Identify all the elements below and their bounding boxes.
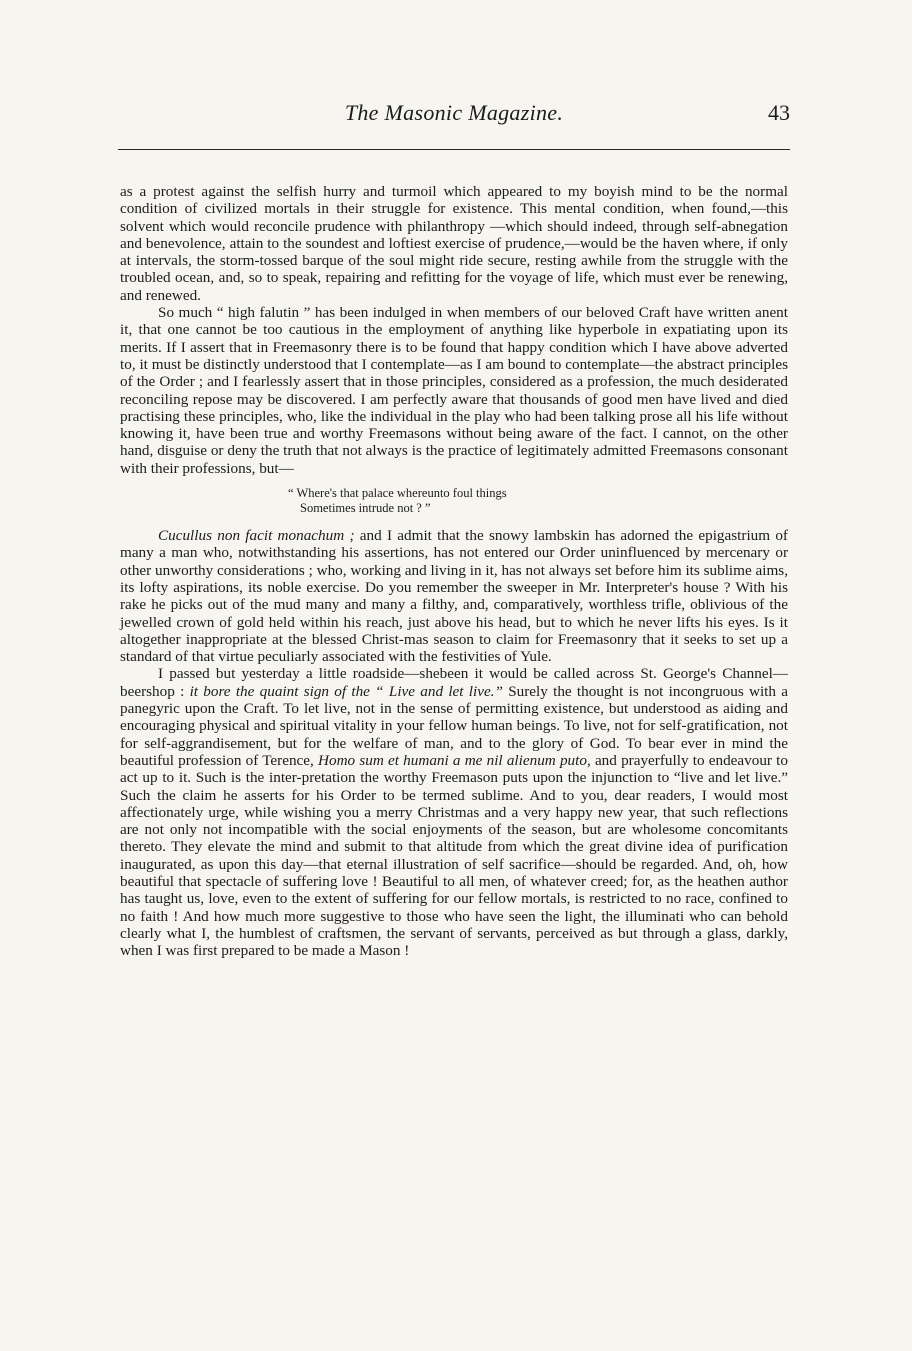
paragraph-2: So much “ high falutin ” has been indulged in when members of our beloved Craft have written anent it, that one cannot be too cautious in the employment of anything like hyperbole in expatiating upon its merits. If I assert that in Freemasonry there is to be found that happy condition which I have above adverted to, it must be distinctly understood that I contemplate—as I am bound to contemplate—the abstract principles of the Order ; and I fearlessly assert that in those principles, considered as a profession, the much desiderated reconciling repose may be discovered. I am perfectly aware that thousands of good men have lived and died practising these principles, who, like the individual in the play who had been talking prose all his life without knowing it, have been true and worthy Freemasons without being aware of the fact. I cannot, on the other hand, disguise or deny the truth that not always is the practice of legitimately admitted Freemasons consonant with their professions, but— bbox=[120, 304, 788, 477]
page-number: 43 bbox=[768, 100, 790, 125]
quote-line-1: “ Where's that palace whereunto foul things bbox=[288, 486, 507, 501]
verse-quote bbox=[288, 486, 788, 516]
paragraph-4-italic-sign: it bore the quaint sign of the “ Live and let live.” bbox=[189, 682, 503, 700]
paragraph-4-part-a: I passed but yesterday a little roadside—shebeen it would be called across St. George's Channel—beershop : bbox=[120, 665, 788, 700]
paragraph-3-text: and I admit that the snowy lambskin has adorned the epigastrium of many a man who, notwithstanding his assertions, has not entered our Order uninfluenced by mercenary or other unworthy considerations ; who, working and living in it, has not always set before him its sublime aims, its lofty aspirations, its noble exercise. Do you remember the sweeper in Mr. Interpreter's house ? With his rake he picks out of the mud many and many a filthy, and, comparatively, worthless trifle, oblivious of the jewelled crown of gold held within his reach, just above his head, but to which he never lifts his eyes. Is it altogether inappropriate at the blessed Christ-mas season to claim for Freemasonry that it seeks to set up a standard of that virtue peculiarly associated with the festivities of Yule. bbox=[120, 527, 788, 666]
paragraph-4-part-c: and prayerfully to endeavour to act up to it. Such is the inter-pretation the worthy Freemason puts upon the injunction to “live and let live.” Such the claim he asserts for his Order to be termed sublime. And to you, dear readers, I would most affectionately urge, while wishing you a merry Christmas and a very happy new year, that such reflections are not only not incompatible with the social enjoyments of the season, but are wholesome concomitants thereto. They elevate the mind and submit to that altitude from which the great divine idea of purification inaugurated, as upon this day—that eternal illustration of self sacrifice—should be regarded. And, oh, how beautiful that spectacle of suffering love ! Beautiful to all men, of whatever creed; for, as the heathen author has taught us, love, even to the extent of suffering for our fellow mortals, is restricted to no race, confined to no faith ! And how much more suggestive to those who have seen the light, the illuminati who can behold clearly what I, the humblest of craftsmen, the servant of servants, perceived as but through a glass, darkly, when I was first prepared to be made a Mason ! bbox=[120, 751, 788, 960]
paragraph-4-part-b: Surely the thought is not incongruous with a panegyric upon the Craft. To let live, not in the sense of permitting existence, but understood as aiding and encouraging physical and spiritual vitality in your fellow human beings. To live, not for self-gratification, not for self-aggrandisement, but for the welfare of man, and to the glory of God. To bear ever in mind the beautiful profession of Terence, bbox=[120, 682, 788, 769]
paragraph-4 bbox=[120, 665, 788, 959]
header-rule bbox=[118, 149, 790, 150]
paragraph-3 bbox=[120, 527, 788, 665]
article-body bbox=[120, 183, 788, 959]
page-header bbox=[118, 100, 790, 134]
terence-quote: Homo sum et humani a me nil alienum puto, bbox=[318, 751, 591, 769]
quote-line-2: Sometimes intrude not ? ” bbox=[300, 501, 431, 516]
paragraph-1: as a protest against the selfish hurry and turmoil which appeared to my boyish mind to be the normal condition of civilized mortals in their struggle for existence. This mental condition, when found,—this solvent which would reconcile prudence with philanthropy —which should indeed, through self-abnegation and benevolence, attain to the soundest and loftiest exercise of prudence,—would be the haven where, if only at intervals, the storm-tossed barque of the soul might ride secure, resting awhile from the struggle with the troubled ocean, and, so to speak, repairing and refitting for the voyage of life, which must ever be renewing, and renewed. bbox=[120, 183, 788, 304]
latin-phrase: Cucullus non facit monachum ; bbox=[158, 527, 355, 545]
running-title: The Masonic Magazine. bbox=[344, 100, 564, 125]
